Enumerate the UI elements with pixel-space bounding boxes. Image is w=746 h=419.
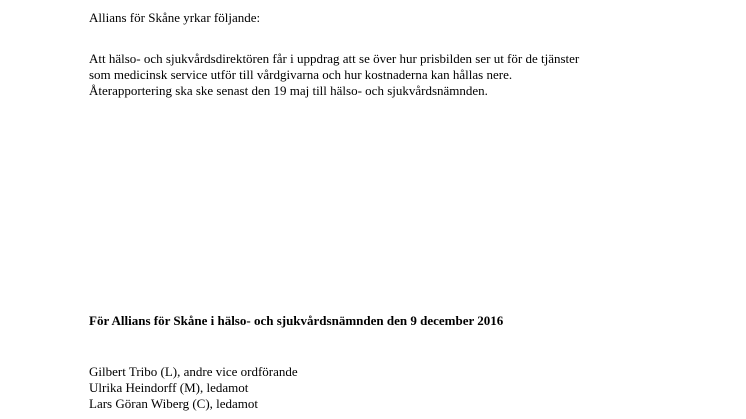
intro-text: Allians för Skåne yrkar följande:: [89, 10, 261, 25]
signatory-list: [89, 364, 298, 412]
proposal-line: som medicinsk service utför till vårdgivarna och hur kostnaderna kan hållas nere.: [89, 67, 513, 82]
proposal-paragraph: [89, 51, 579, 99]
signatory: Ulrika Heindorff (M), ledamot: [89, 380, 249, 395]
proposal-line: Att hälso- och sjukvårdsdirektören får i uppdrag att se över hur prisbilden ser ut för de tjänster: [89, 51, 580, 66]
signatory: Lars Göran Wiberg (C), ledamot: [89, 396, 259, 411]
signatory: Gilbert Tribo (L), andre vice ordförande: [89, 364, 298, 379]
proposal-line: Återapportering ska ske senast den 19 maj till hälso- och sjukvårdsnämnden.: [89, 83, 488, 98]
signature-heading: För Allians för Skåne i hälso- och sjukvårdsnämnden den 9 december 2016: [89, 313, 504, 328]
